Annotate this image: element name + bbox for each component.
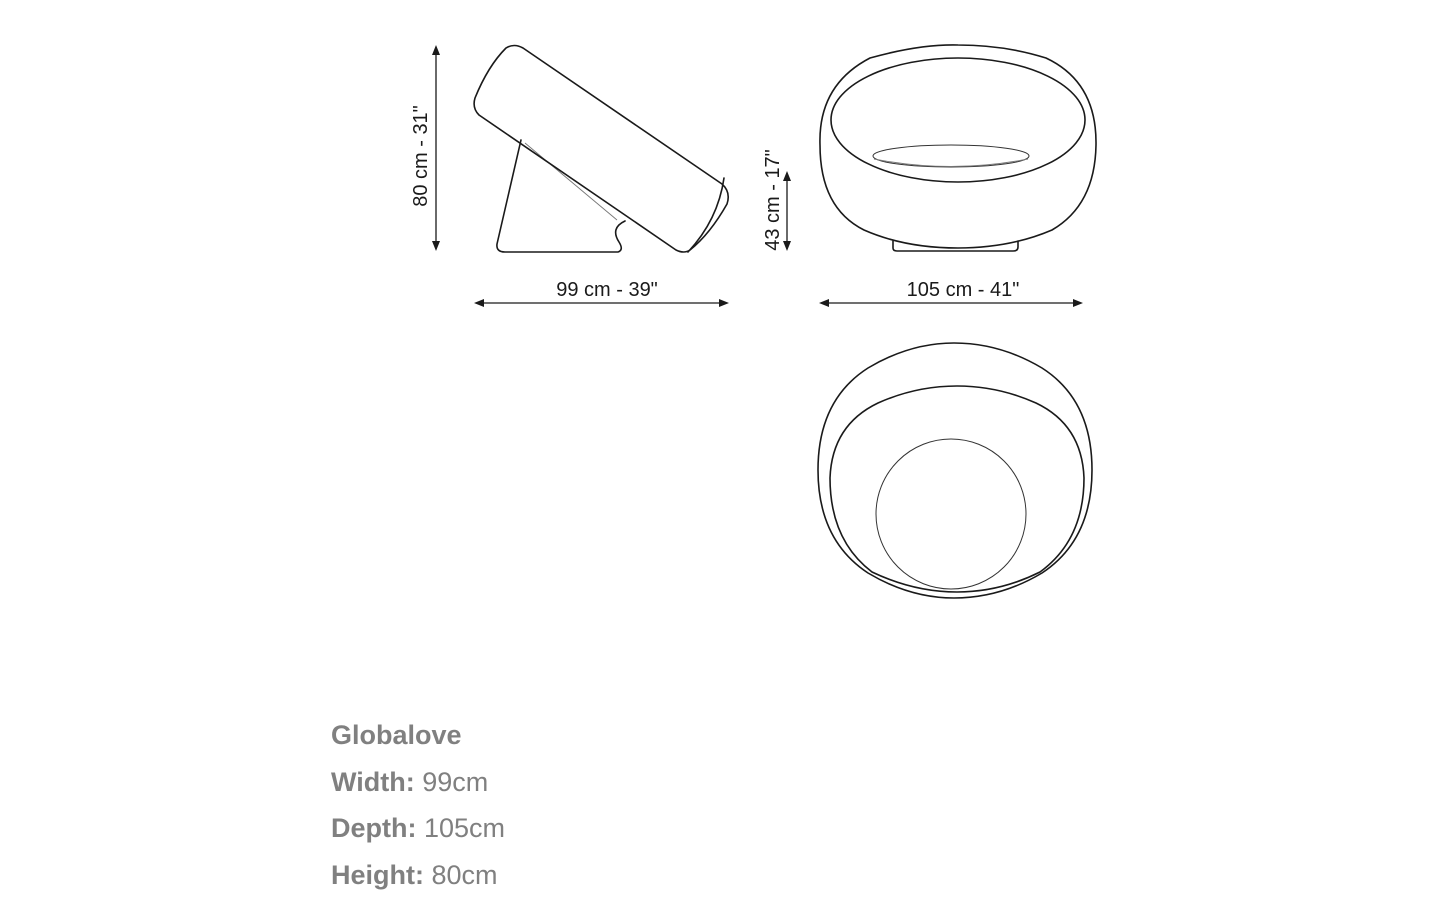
spec-label: Depth:	[331, 813, 417, 843]
arrow-right-icon	[1073, 299, 1083, 307]
product-specs	[331, 712, 505, 898]
spec-label: Height:	[331, 859, 424, 890]
top-view-shell-inner	[830, 386, 1084, 592]
front-width-label: 105 cm - 41"	[906, 279, 1020, 301]
side-view-base	[497, 140, 625, 252]
arrow-right-icon	[719, 299, 729, 307]
arrow-left-icon	[819, 299, 829, 307]
product-title: Globalove	[331, 720, 462, 750]
front-view-chair	[820, 45, 1096, 251]
top-view-chair	[818, 343, 1092, 598]
side-view-shell	[474, 46, 728, 253]
spec-row-depth	[331, 805, 505, 852]
arrow-up-icon	[783, 171, 791, 181]
side-view-height-dimension	[410, 45, 440, 251]
front-view-base	[893, 241, 1018, 251]
side-view-width-dimension	[474, 279, 729, 307]
side-width-label: 99 cm - 39"	[556, 279, 658, 301]
spec-row-width	[331, 759, 505, 806]
arrow-up-icon	[432, 45, 440, 55]
front-view-seat-cushion-edge	[874, 159, 1028, 167]
side-view-base-seam	[525, 143, 617, 220]
arrow-down-icon	[783, 241, 791, 251]
front-view-shell-outer	[820, 45, 1096, 248]
front-view-seat-height-dimension	[762, 149, 791, 251]
spec-value: 99cm	[422, 766, 489, 797]
top-view-seat-circle	[876, 439, 1026, 589]
side-height-label: 80 cm - 31"	[410, 105, 432, 207]
spec-value: 80cm	[431, 859, 498, 890]
arrow-left-icon	[474, 299, 484, 307]
side-view-shell-rim	[688, 178, 724, 252]
front-seat-height-label: 43 cm - 17"	[762, 149, 784, 251]
side-view-chair	[474, 46, 728, 253]
spec-value: 105cm	[424, 813, 506, 843]
spec-label: Width:	[331, 766, 415, 797]
spec-row-height	[331, 852, 505, 899]
front-view-seat-cushion	[873, 145, 1029, 167]
front-view-width-dimension	[819, 279, 1083, 307]
arrow-down-icon	[432, 241, 440, 251]
front-view-shell-inner	[831, 58, 1085, 182]
